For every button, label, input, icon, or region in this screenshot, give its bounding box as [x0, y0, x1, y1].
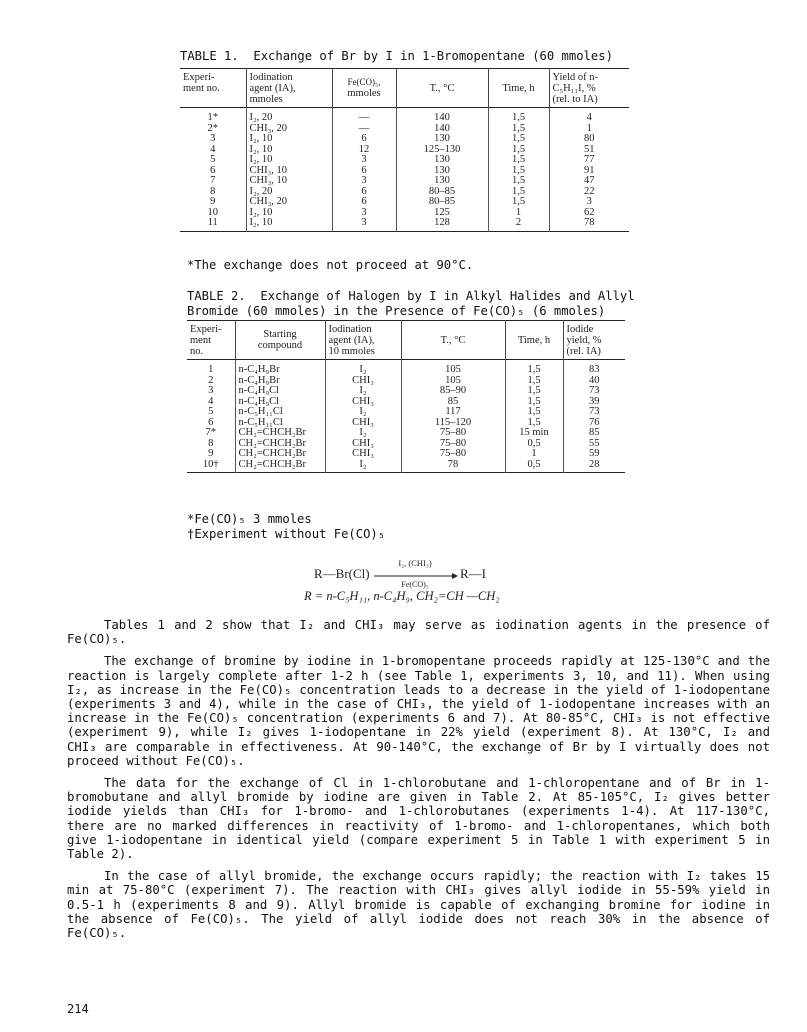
table1-cell: I₂, 10: [246, 155, 332, 166]
table1-cell: 3: [332, 208, 396, 219]
table2-header-temp: T., °C: [401, 321, 505, 360]
table2-cell: I₂: [325, 460, 401, 473]
table2-cell: 105: [401, 360, 505, 376]
table2-cell: n-C₄H₉Br: [235, 360, 325, 376]
table2-caption-line2: Bromide (60 mmoles) in the Presence of Fe(CO)₅ (6 mmoles): [187, 304, 606, 318]
paragraph-3: The data for the exchange of Cl in 1-chlorobutane and 1-chloropentane and of Br in 1-bromobutane and allyl bromide by iodine are given in Table 2. At 85-105°C, I₂ gives better iodide yields than CHI₃ for 1-bromo- and 1-chlorobutanes (experiments 1-4). At 117-130°C, there are no marked differences in reactivity of 1-bromo- and 1-chloropentanes, which both give 1-iodopentane in identical yield (compare experiment 5 in Table 1 with experiment 5 in Table 2).: [67, 776, 770, 862]
table1-cell: 12: [332, 145, 396, 156]
table2-cell: I₂: [325, 360, 401, 376]
table1-cell: 22: [549, 187, 629, 198]
table2-cell: CHI₃: [325, 418, 401, 429]
table1-cell: 1,5: [488, 166, 549, 177]
table1-footnote: *The exchange does not proceed at 90°C.: [187, 258, 474, 272]
table2-cell: 39: [563, 397, 625, 408]
table2-cell: 85: [401, 397, 505, 408]
table2-cell: 10†: [202, 458, 219, 470]
table2-header-compound: Starting compound: [235, 321, 325, 360]
table1-cell: 4: [549, 108, 629, 124]
table2-cell: 1,5: [505, 397, 563, 408]
table1-cell: 1: [549, 124, 629, 135]
table2-cell: 28: [563, 460, 625, 473]
table2-cell: 75–80: [401, 449, 505, 460]
table1-cell: 1,5: [488, 176, 549, 187]
table2-row: [187, 428, 625, 439]
reaction-scheme: [304, 558, 554, 610]
table2-cell: 1,5: [505, 418, 563, 429]
table1: [180, 68, 629, 232]
table1-cell: 1,5: [488, 124, 549, 135]
table1-cell: 5: [210, 154, 216, 165]
table2-cell: 76: [563, 418, 625, 429]
table2-cell: CH₂=CHCH₂Br: [235, 449, 325, 460]
table1-cell: 47: [549, 176, 629, 187]
table1-cell: —: [332, 124, 396, 135]
table2-cell: 78: [401, 460, 505, 473]
table1-cell: 140: [396, 108, 488, 124]
table1-cell: 51: [549, 145, 629, 156]
reaction-arrow-icon: [374, 572, 458, 580]
table1-cell: I₂, 20: [246, 187, 332, 198]
table1-cell: 3: [332, 155, 396, 166]
table2-caption-line1: TABLE 2. Exchange of Halogen by I in Alkyl Halides and Allyl: [187, 289, 635, 303]
table2-row: [187, 449, 625, 460]
paragraph-1: Tables 1 and 2 show that I₂ and CHI₃ may serve as iodination agents in the presence of Fe(CO)₅.: [67, 618, 770, 647]
table1-row: [180, 197, 629, 208]
table1-cell: 130: [396, 166, 488, 177]
table2-cell: 3: [208, 385, 214, 396]
table1-cell: 11: [207, 217, 218, 228]
table2-cell: 55: [563, 439, 625, 450]
page-number: 214: [67, 1002, 89, 1016]
table2-cell: 7*: [205, 427, 216, 438]
reaction-conditions-above: I₂, (CHI₃): [398, 558, 432, 568]
table2-cell: 0,5: [505, 439, 563, 450]
table1-cell: 77: [549, 155, 629, 166]
table1-cell: 9: [210, 196, 216, 207]
table2-cell: n-C₄H₉Cl: [235, 386, 325, 397]
table2-cell: 117: [401, 407, 505, 418]
table1-row: [180, 176, 629, 187]
table1-cell: 1,5: [488, 187, 549, 198]
table1-cell: 1,5: [488, 145, 549, 156]
table1-header-experiment: Experi- ment no.: [183, 72, 220, 94]
table2-cell: 15 min: [505, 428, 563, 439]
table2-header-agent: Iodination agent (IA), 10 mmoles: [325, 321, 401, 360]
table2-cell: CH₂=CHCH₂Br: [235, 439, 325, 450]
table1-cell: 3: [210, 133, 216, 144]
table1-header-yield: Yield of n- C₅H₁₁I, % (rel. to IA): [549, 69, 629, 108]
table1-cell: 91: [549, 166, 629, 177]
table2-cell: 1,5: [505, 407, 563, 418]
table1-cell: 6: [332, 134, 396, 145]
table2-cell: 59: [563, 449, 625, 460]
table2-cell: 0,5: [505, 460, 563, 473]
table2-cell: 1,5: [505, 360, 563, 376]
table1-cell: 8: [210, 185, 216, 197]
table1-cell: 2: [488, 218, 549, 231]
table1-cell: 1,5: [488, 108, 549, 124]
table1-caption: TABLE 1. Exchange of Br by I in 1-Bromopentane (60 mmoles): [180, 49, 613, 63]
body-text: [67, 618, 770, 940]
table1-cell: 4: [210, 143, 216, 155]
table2-cell: 2: [208, 374, 214, 386]
table1-cell: CHI₃, 10: [246, 176, 332, 187]
table1-cell: 1*: [207, 112, 218, 123]
table2: [187, 320, 625, 473]
table1-row: [180, 124, 629, 135]
table1-header-temp: T., °C: [396, 69, 488, 108]
table2-cell: 85: [563, 428, 625, 439]
table2-cell: 73: [563, 386, 625, 397]
table1-cell: 1,5: [488, 155, 549, 166]
table2-cell: CHI₃: [325, 397, 401, 408]
table1-row: [180, 134, 629, 145]
table1-cell: 80: [549, 134, 629, 145]
table1-row: [180, 166, 629, 177]
paragraph-2: The exchange of bromine by iodine in 1-bromopentane proceeds rapidly at 125-130°C and the reaction is largely complete after 1-2 h (see Table 1, experiments 3, 10, and 11). When using I₂, as increase in the Fe(CO)₅ concentration leads to a decrease in the yield of 1-iodopentane (experiments 3 and 4), while in the case of CHI₃, the yield of 1-iodopentane increases with an increase in the Fe(CO)₅ concentration (experiments 6 and 7). At 80-85°C, CHI₃ is not effective (experiment 9), while I₂ gives 1-iodopentane in 22% yield (experiment 8). At 130°C, I₂ and CHI₃ are comparable in effectiveness. At 90-140°C, the exchange of Br by I virtually does not proceed without Fe(CO)₅.: [67, 654, 770, 768]
table1-cell: I₂, 20: [246, 108, 332, 124]
table2-cell: 40: [563, 376, 625, 387]
table2-cell: 75–80: [401, 439, 505, 450]
table1-cell: 6: [332, 187, 396, 198]
table1-cell: 1,5: [488, 197, 549, 208]
table1-cell: 3: [332, 218, 396, 231]
reaction-r-definition: R = n-C₅H₁₁, n-C₄H₉, CH₂=CH —CH₂: [304, 589, 500, 603]
table1-cell: 6: [332, 166, 396, 177]
table2-cell: 85–90: [401, 386, 505, 397]
table2-cell: 4: [208, 395, 214, 407]
table2-cell: CHI₃: [325, 439, 401, 450]
table2-cell: n-C₄H₉Cl: [235, 397, 325, 408]
table2-cell: 1: [505, 449, 563, 460]
table1-cell: CHI₃, 10: [246, 166, 332, 177]
table1-cell: 140: [396, 124, 488, 135]
table1-cell: I₂, 10: [246, 134, 332, 145]
table1-row: [180, 108, 629, 124]
table1-cell: 1: [488, 208, 549, 219]
table2-cell: 1,5: [505, 376, 563, 387]
table2-header-time: Time, h: [505, 321, 563, 360]
table1-header-feco: Fe(CO)₅, mmoles: [332, 69, 396, 108]
table2-cell: n-C₄H₉Br: [235, 376, 325, 387]
table2-header-experiment: Experi- ment no.: [190, 324, 222, 357]
table1-cell: 125: [396, 208, 488, 219]
table1-cell: 130: [396, 176, 488, 187]
table1-cell: 3: [332, 176, 396, 187]
table2-cell: 9: [208, 448, 214, 459]
table1-cell: 3: [549, 197, 629, 208]
table1-cell: I₂, 10: [246, 208, 332, 219]
table1-row: [180, 218, 629, 231]
table2-cell: 83: [563, 360, 625, 376]
table2-cell: 1: [208, 364, 214, 375]
table2-cell: 105: [401, 376, 505, 387]
table1-cell: 125–130: [396, 145, 488, 156]
table1-cell: 6: [210, 164, 216, 176]
table1-row: [180, 187, 629, 198]
table2-cell: CHI₃: [325, 449, 401, 460]
table2-row: [187, 360, 625, 376]
table2-cell: 5: [208, 406, 214, 417]
table2-header-yield: Iodide yield, % (rel. IA): [563, 321, 625, 360]
table1-cell: 62: [549, 208, 629, 219]
table1-row: [180, 208, 629, 219]
table2-cell: 1,5: [505, 386, 563, 397]
table1-cell: 7: [210, 175, 216, 186]
table2-cell: I₂: [325, 386, 401, 397]
reaction-product: R—I: [460, 566, 486, 581]
table2-cell: n-C₅H₁₁Cl: [235, 407, 325, 418]
table2-cell: I₂: [325, 407, 401, 418]
table1-cell: 78: [549, 218, 629, 231]
table1-header-agent: Iodination agent (IA), mmoles: [246, 69, 332, 108]
table1-cell: 130: [396, 155, 488, 166]
table1-row: [180, 155, 629, 166]
table1-cell: —: [332, 108, 396, 124]
table1-cell: I₂, 10: [246, 145, 332, 156]
table2-row: [187, 386, 625, 397]
table1-cell: 130: [396, 134, 488, 145]
table2-cell: 75–80: [401, 428, 505, 439]
table1-cell: 1,5: [488, 134, 549, 145]
reaction-conditions-below: Fe(CO)₅: [401, 580, 429, 589]
table1-cell: 128: [396, 218, 488, 231]
table1-cell: CHI₃, 20: [246, 197, 332, 208]
table1-cell: 6: [332, 197, 396, 208]
table1-header-time: Time, h: [488, 69, 549, 108]
table2-footnote-1: *Fe(CO)₅ 3 mmoles: [187, 512, 312, 526]
table2-row: [187, 460, 625, 473]
table2-row: [187, 407, 625, 418]
table2-cell: I₂: [325, 428, 401, 439]
table1-cell: 10: [207, 206, 218, 218]
table1-cell: 2*: [207, 122, 218, 134]
table2-cell: 73: [563, 407, 625, 418]
table2-cell: CHI₃: [325, 376, 401, 387]
table1-cell: I₂, 10: [246, 218, 332, 231]
table2-footnote-2: †Experiment without Fe(CO)₅: [187, 527, 386, 541]
reaction-reactant: R—Br(Cl): [314, 566, 370, 581]
table2-cell: CH₂=CHCH₂Br: [235, 428, 325, 439]
table1-header-row: [180, 69, 629, 108]
table1-cell: CHI₃, 20: [246, 124, 332, 135]
table1-row: [180, 145, 629, 156]
table2-header-row: [187, 321, 625, 360]
table2-cell: CH₂=CHCH₂Br: [235, 460, 325, 473]
table1-cell: 80–85: [396, 197, 488, 208]
table2-cell: 6: [208, 416, 214, 428]
paragraph-4: In the case of allyl bromide, the exchange occurs rapidly; the reaction with I₂ takes 15 min at 75-80°C (experiment 7). The reaction with CHI₃ gives allyl iodide in 55-59% yield in 0.5-1 h (experiments 8 and 9). Allyl bromide is capable of exchanging bromine for iodine in the absence of Fe(CO)₅. The yield of allyl iodide does not reach 30% in the absence of Fe(CO)₅.: [67, 869, 770, 941]
table2-cell: 8: [208, 437, 214, 449]
table2-cell: 115–120: [401, 418, 505, 429]
table2-cell: n-C₅H₁₁Cl: [235, 418, 325, 429]
table1-cell: 80–85: [396, 187, 488, 198]
